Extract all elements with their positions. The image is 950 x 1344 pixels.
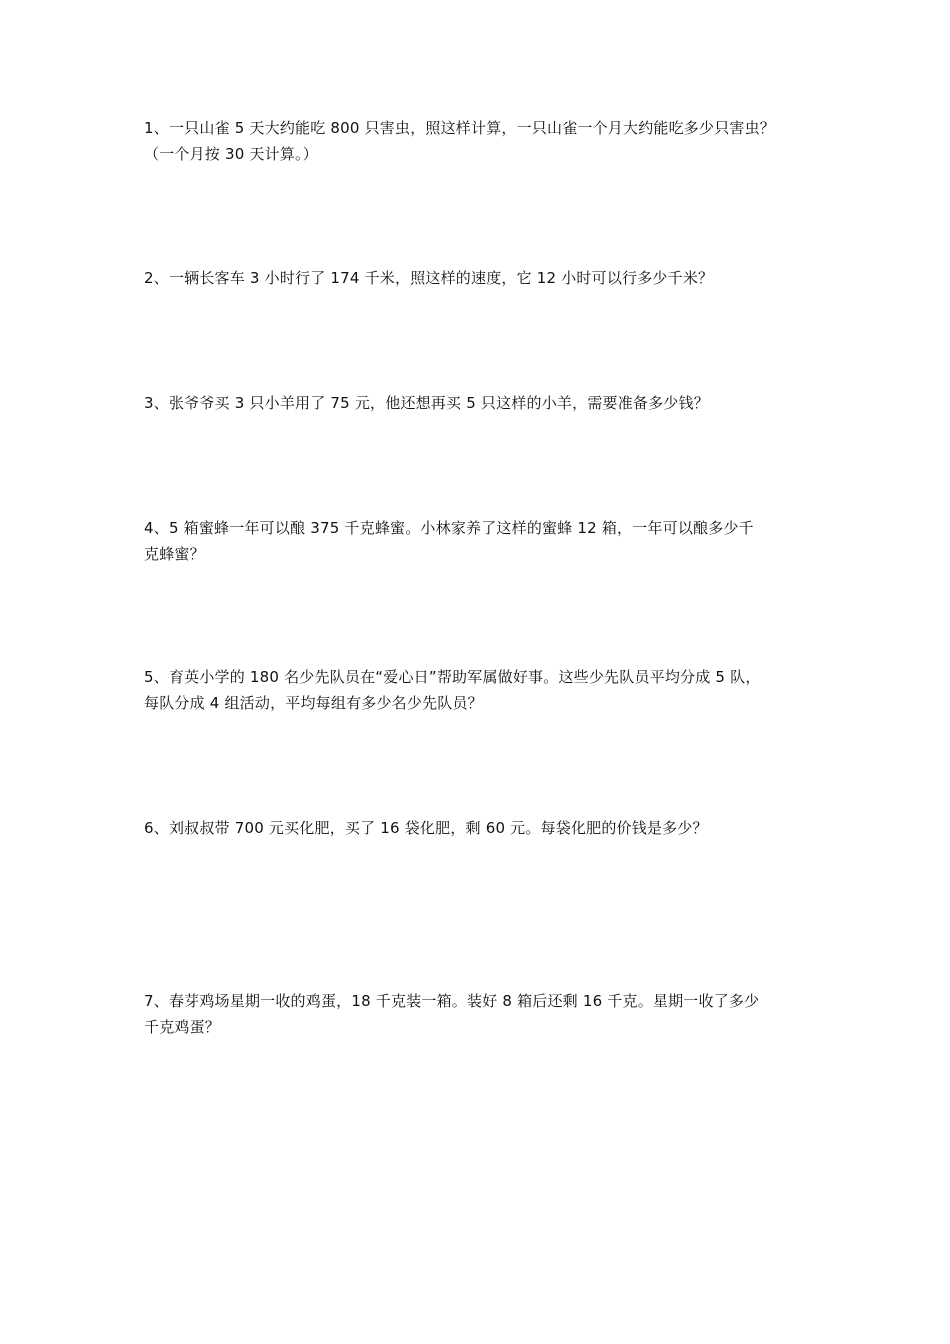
problem-2-line-1: 2、一辆长客车 3 小时行了 174 千米，照这样的速度，它 12 小时可以行多少千米？ xyxy=(144,269,714,287)
problem-7-line-1: 7、春芽鸡场星期一收的鸡蛋，18 千克装一箱。装好 8 箱后还剩 16 千克。星期一收了多少 xyxy=(144,992,760,1010)
problem-4-line-2: 克蜂蜜？ xyxy=(144,545,205,563)
problem-5-line-2: 每队分成 4 组活动，平均每组有多少名少先队员？ xyxy=(144,694,483,712)
word-problem-5 xyxy=(144,664,814,716)
problem-4-line-1: 4、5 箱蜜蜂一年可以酿 375 千克蜂蜜。小林家养了这样的蜜蜂 12 箱，一年可以酿多少千 xyxy=(144,519,754,537)
word-problem-6 xyxy=(144,815,814,841)
word-problem-7 xyxy=(144,988,814,1040)
problem-1-line-1: 1、一只山雀 5 天大约能吃 800 只害虫，照这样计算，一只山雀一个月大约能吃多少只害虫？ xyxy=(144,119,775,137)
word-problem-2 xyxy=(144,265,814,291)
problem-1-line-2: （一个月按 30 天计算。） xyxy=(144,145,318,163)
problem-5-line-1: 5、育英小学的 180 名少先队员在“爱心日”帮助军属做好事。这些少先队员平均分成 5 队， xyxy=(144,668,761,686)
problem-7-line-2: 千克鸡蛋？ xyxy=(144,1018,221,1036)
word-problem-4 xyxy=(144,515,814,567)
word-problem-3 xyxy=(144,390,814,416)
problem-6-line-1: 6、刘叔叔带 700 元买化肥，买了 16 袋化肥，剩 60 元。每袋化肥的价钱是多少？ xyxy=(144,819,708,837)
word-problem-1 xyxy=(144,115,814,167)
problem-3-line-1: 3、张爷爷买 3 只小羊用了 75 元，他还想再买 5 只这样的小羊，需要准备多少钱？ xyxy=(144,394,709,412)
